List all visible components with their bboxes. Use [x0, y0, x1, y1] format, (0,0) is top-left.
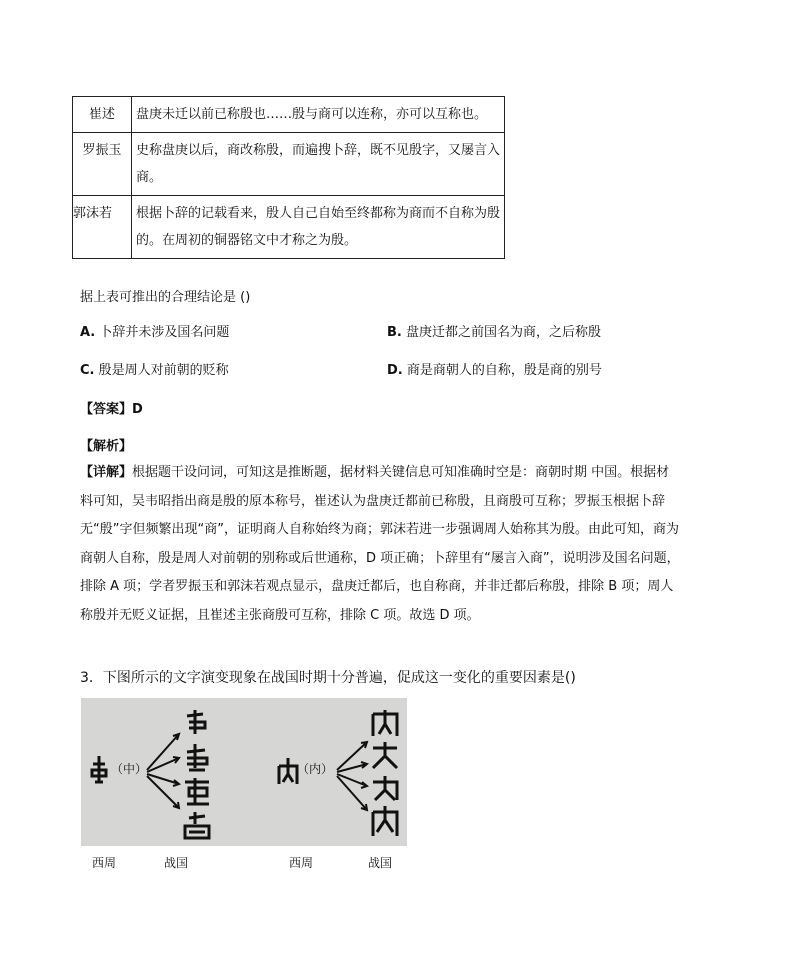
answer-line [80, 400, 143, 420]
option-letter: C. [80, 363, 95, 378]
option-text: 商是商朝人的自称，殷是商的别号 [406, 363, 602, 378]
analysis-label: 【解析】 [80, 439, 133, 454]
table-row [73, 196, 505, 259]
arrow-icon [337, 742, 367, 810]
option-letter: B. [387, 325, 402, 340]
option-text: 卜辞并未涉及国名问题 [99, 325, 230, 340]
question-stem: 据上表可推出的合理结论是 () [80, 290, 251, 305]
source-table [72, 96, 505, 259]
scholar-name: 罗振玉 [73, 133, 132, 196]
caption-western-zhou-right: 西周 [289, 856, 314, 870]
option-d [387, 361, 602, 381]
arrow-icon [147, 734, 179, 808]
caption-warring-states-left: 战国 [164, 856, 189, 870]
caption-warring-states-right: 战国 [368, 856, 393, 870]
option-c [80, 361, 229, 381]
character-evolution-figure [81, 698, 407, 846]
option-b [387, 323, 601, 343]
scholar-quote: 根据卜辞的记载看来，殷人自己自始至终都称为商而不自称为殷的。在周初的铜器铭文中才称之为殷。 [132, 196, 505, 259]
nei-western-zhou-glyph [279, 758, 297, 784]
detail-text: 根据题干设问词，可知这是推断题，据材料关键信息可知准确时空是：商朝时期 中国。根据材料可知，吴韦昭指出商是殷的原本称号，崔述认为盘庚迁都前已称殷，且商殷可互称；罗振玉根据卜辞无“殷”字但频繁出现“商”，证明商人自称始终为商；郭沫若进一步强调周人始称其为殷。由此可知，商为商朝人自称，殷是周人对前朝的别称或后世通称，D 项正确；卜辞里有“屡言入商”，说明涉及国名问题，排除 A 项；学者罗振玉和郭沫若观点显示，盘庚迁都后，也自称商，并非迁都后称殷，排除 B 项；周人称殷并无贬义证据，且崔述主张商殷可互称，排除 C 项。故选 D 项。 [80, 465, 680, 623]
table-row [73, 97, 505, 133]
option-letter: D. [387, 363, 403, 378]
zhong-warring-states-glyphs [181, 708, 217, 842]
scholar-name: 崔述 [73, 97, 132, 133]
option-a [80, 323, 229, 343]
table-row [73, 133, 505, 196]
caption-western-zhou-left: 西周 [92, 856, 117, 870]
option-text: 殷是周人对前朝的贬称 [98, 363, 229, 378]
answer-label: 【答案】 [80, 402, 133, 417]
answer-value: D [132, 402, 143, 417]
zhong-western-zhou-glyph [92, 756, 106, 782]
detail-label: 【详解】 [80, 465, 133, 480]
detail-paragraph [80, 459, 680, 630]
option-letter: A. [80, 325, 96, 340]
scholar-quote: 史称盘庚以后，商改称殷，而遍搜卜辞，既不见殷字，又屡言入商。 [132, 133, 505, 196]
option-text: 盘庚迁都之前国名为商，之后称殷 [406, 325, 602, 340]
scholar-name: 郭沫若 [73, 196, 132, 259]
question3-stem: 3．下图所示的文字演变现象在战国时期十分普遍，促成这一变化的重要因素是() [80, 670, 576, 686]
nei-char-label: （内） [297, 762, 334, 776]
nei-warring-states-glyphs [369, 708, 403, 842]
scholar-quote: 盘庚未迁以前已称殷也……殷与商可以连称，亦可以互称也。 [132, 97, 505, 133]
zhong-char-label: （中） [111, 762, 148, 776]
